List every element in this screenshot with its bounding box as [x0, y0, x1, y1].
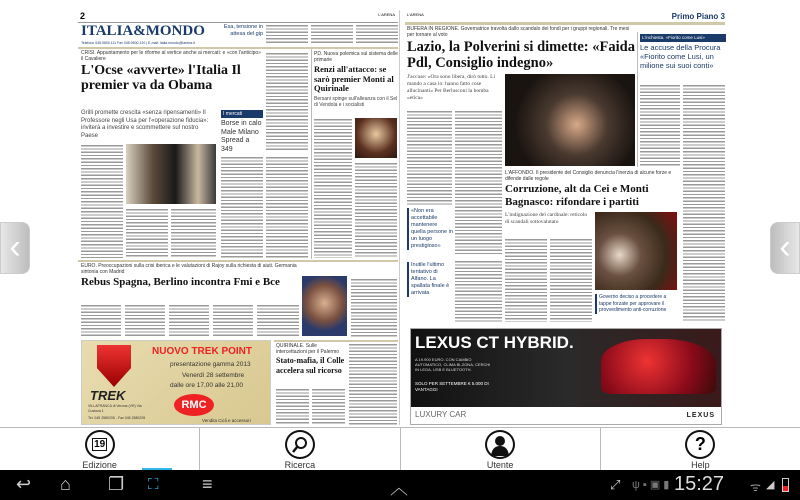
left-page[interactable] — [78, 10, 400, 425]
subhead-renzi: Bersani spinge sull'alleanza con il Sel di Vendola e i socialisti — [314, 96, 398, 108]
kicker-colle: QUIRINALE. Sulle intercettazioni per il Palermo — [276, 343, 340, 355]
toolbar-utente-button[interactable] — [401, 428, 601, 470]
trek-ad-line3: dalle ore 17,00 alle 21,00 — [170, 382, 244, 389]
lexus-dealer: LUXURY CAR — [415, 410, 467, 419]
trek-logo-shield-icon — [97, 345, 131, 387]
page-number: 2 — [80, 11, 86, 21]
help-icon: ? — [685, 430, 715, 459]
photo-renzi — [355, 118, 397, 158]
trek-ad-footer: Vendita Cicli e accessori — [202, 418, 251, 423]
trek-ad-address: VILLAFRANCA di Verona (VR) Via Custoza 1 — [88, 404, 142, 413]
fullscreen-icon[interactable]: ⤢ — [610, 477, 621, 492]
signal-icon: ◢ — [766, 479, 775, 491]
quote-box-2: Inutile l'ultimo tentativo di Alfano. La spallata finale è arrivata — [407, 262, 453, 297]
battery-icon — [782, 478, 789, 492]
side-kicker: L'inchiesta. «Fiorito come Lusi» — [640, 34, 726, 42]
trek-ad-phone: Tel. 045 2580205 - Fax 045 2580205 — [88, 416, 146, 420]
subhead-lazio: J'accuse: «Ora sono libera, dirò tutto. Li mando a casa io: hanno fatto cose allucinanti» Per Berlusconi la bomba «etica» — [407, 74, 496, 101]
lexus-ad[interactable] — [410, 328, 722, 425]
masthead-small: L'ARENA — [378, 12, 395, 17]
toolbar-help-button[interactable] — [601, 428, 800, 470]
headline-lazio[interactable]: Lazio, la Polverini si dimette: «Faida Pdl, Consiglio indegno» — [407, 39, 635, 71]
home-icon[interactable]: ⌂ — [60, 474, 71, 494]
usb-icon: ψ ▪ ▣ ▮ — [632, 479, 670, 491]
trek-brand: TREK — [90, 388, 126, 403]
trek-ad-line2: Venerdì 28 settembre — [182, 372, 245, 379]
trek-ad-line1: presentazione gamma 2013 — [170, 361, 251, 368]
rmc-logo: RMC — [174, 394, 214, 416]
photo-polverini — [505, 74, 635, 166]
photo-draghi — [302, 276, 347, 336]
lexus-logo: LEXUS — [686, 412, 715, 419]
bottom-toolbar — [0, 427, 800, 470]
system-bar — [0, 470, 800, 500]
wifi-icon: ᯤ — [750, 480, 761, 494]
trek-ad-title: NUOVO TREK POINT — [152, 346, 253, 357]
masthead-small: L'ARENA — [407, 12, 424, 17]
calendar-icon: 19 — [85, 430, 115, 459]
back-icon[interactable]: ↩ — [16, 474, 32, 494]
toolbar-label: Utente — [486, 460, 514, 470]
markets-box — [221, 110, 263, 152]
toolbar-ricerca-button[interactable] — [200, 428, 400, 470]
toolbar-edizione-button[interactable] — [0, 428, 200, 470]
subhead-corruzione: L'indignazione del cardinale: reticolo di scandali sottovalutato — [505, 212, 588, 225]
headline-spagna[interactable]: Rebus Spagna, Berlino incontra Fmi e Bce — [81, 276, 280, 288]
subhead-ocse: Grilli promette crescita «senza ripensamenti» Il Professore negli Usa per l'«operazione fiducia»: inviterà a investire e scommettere sul nostro Paese — [81, 110, 209, 139]
headline-ocse[interactable]: L'Ocse «avverte» l'Italia Il premier va da Obama — [81, 63, 241, 93]
user-icon — [485, 430, 515, 459]
side-box-governo: Governo deciso a procedere a tappe forzate per approvare il provvedimento anti-corruzione — [595, 294, 679, 314]
markets-box-text: Borse in calo Male Milano Spread a 349 — [221, 120, 262, 153]
headline-corruzione[interactable]: Corruzione, alt da Cei e Monti Bagnasco: rifondare i partiti — [505, 183, 649, 208]
next-page-button[interactable]: ‹ — [770, 222, 800, 274]
clock: 15:27 — [674, 473, 725, 495]
headline-colle[interactable]: Stato-mafia, il Colle accelera sul ricorso — [276, 356, 345, 375]
contacts: Telefono 045.9600.111 Fax 045.9600.120 | E-mail: italia.mondo@larena.it — [81, 41, 195, 45]
kicker-ocse: CRISI. Appuntamento per le riforme al vertice anche ai mercati: e «con l'anticipo» il Cavaliere — [81, 50, 261, 62]
photo-monti-obama — [126, 144, 216, 204]
kicker-spagna: EURO. Preoccupazioni sulla crisi iberica e le valutazioni di Rajoy sulla richiesta di aiuti. Germania sintonia con Madrid — [81, 263, 297, 275]
right-page[interactable] — [405, 10, 727, 425]
kicker-corruzione: L'AFFONDO. Il presidente del Consiglio denuncia l'inerzia di alcune forze e difende dalle regole — [505, 170, 672, 182]
chevron-up-icon[interactable]: ︿ — [390, 478, 408, 498]
side-teaser: Esa, tensione in attesa del gip — [223, 24, 263, 37]
trek-ad[interactable] — [81, 340, 271, 425]
headline-renzi[interactable]: Renzi all'attacco: se sarò premier Monti al Quirinale — [314, 64, 394, 93]
section-title: ITALIA&MONDO — [81, 23, 205, 39]
toolbar-label: Edizione — [82, 460, 117, 470]
search-icon — [285, 430, 315, 459]
lexus-ad-title: LEXUS CT HYBRID. — [415, 333, 574, 352]
lexus-ad-offer: SOLO PER SETTEMBRE € 5.000 DI VANTAGGI — [415, 381, 489, 392]
quote-box: «Non era accettabile mantenere quella persone in un luogo prestigioso» — [407, 208, 453, 250]
menu-icon[interactable]: ≡ — [202, 474, 213, 494]
toolbar-label: Ricerca — [284, 460, 316, 470]
toolbar-label: Help — [691, 460, 710, 470]
side-headline[interactable]: Le accuse della Procura «Fiorito come Lusi, un milione sui suoi conti» — [640, 43, 721, 70]
recent-apps-icon[interactable]: ❐ — [108, 474, 125, 494]
kicker-lazio: BUFERA IN REGIONE. Governatrice travolta dallo scandalo dei fondi per i gruppi regionali. Tre mesi per tornare al voto — [407, 26, 630, 38]
photo-bagnasco — [595, 212, 677, 290]
lexus-ad-lines: A 19.900 EURO. CON CAMBIO AUTOMATICO, CLIMA BI-ZONA, CERCHI IN LEGA, USB E BLUETOOTH. — [415, 357, 491, 372]
markets-box-title: I mercati — [221, 110, 263, 118]
kicker-renzi: PD. Nuova polemica sul sistema delle primarie — [314, 51, 398, 63]
section-title: Primo Piano 3 — [671, 12, 725, 21]
previous-page-button[interactable]: ‹ — [0, 222, 30, 274]
screenshot-icon[interactable]: ⛶ — [148, 476, 159, 493]
lexus-car-image — [601, 339, 716, 394]
